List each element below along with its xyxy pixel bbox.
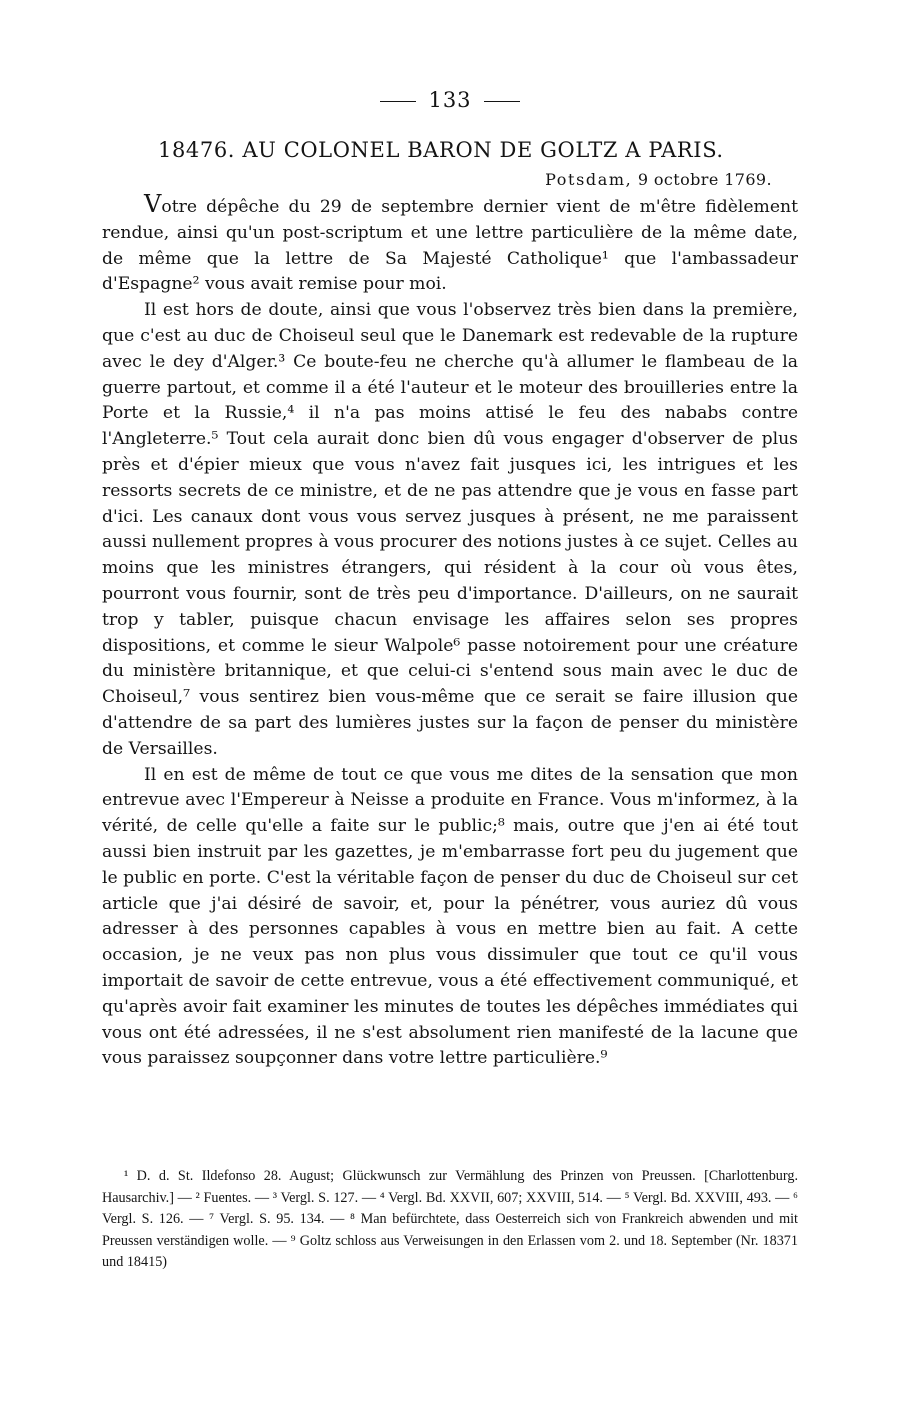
right-dash (484, 101, 520, 102)
letter-title: 18476. AU COLONEL BARON DE GOLTZ A PARIS. (158, 138, 724, 162)
dateline-place: Potsdam, (545, 170, 633, 189)
initial-letter: V (144, 190, 162, 218)
paragraph-2-text: Il est hors de doute, ainsi que vous l'observez très bien dans la première, que c'est au duc de Choiseul seul que le Danemark est redevable de la rupture avec le dey d'Alger.³ Ce boute-feu ne cherche qu'à allumer le flambeau de la guerre partout, et comme il a été l'auteur et le moteur des brouilleries entre la Porte et la Russie,⁴ il n'a pas moins attisé le feu des nababs contre l'Angleterre.⁵ Tout cela aurait donc bien dû vous engager d'observer de plus près et d'épier mieux que vous n'avez fait jusques ici, les intrigues et les ressorts secrets de ce ministre, et de ne pas attendre que je vous en fasse part d'ici. Les canaux dont vous vous servez jusques à présent, ne me paraissent aussi nullement propres à vous procurer des notions justes à ce sujet. Celles au moins que les ministres étrangers, qui résident à la cour où vous êtes, pourront vous fournir, sont de très peu d'importance. D'ailleurs, on ne saurait trop y tabler, puisque chacun envisage les affaires selon ses propres dispositions, et comme le sieur Walpole⁶ passe notoirement pour une créature du ministère britannique, et que celui-ci s'entend sous main avec le duc de Choiseul,⁷ vous sentirez bien vous-même que ce serait se faire illusion que d'attendre de sa part des lumières justes sur la façon de penser du ministère de Versailles. (102, 300, 798, 759)
dateline (545, 170, 772, 189)
paragraph-3 (102, 763, 798, 1073)
dateline-date: 9 octobre 1769. (637, 170, 772, 189)
paragraph-3-text: Il en est de même de tout ce que vous me dites de la sensation que mon entrevue avec l'Empereur à Neisse a produite en France. Vous m'informez, à la vérité, de celle qu'elle a faite sur le public;⁸ mais, outre que j'en ai été tout aussi bien instruit par les gazettes, je m'embarrasse fort peu du jugement que le public en porte. C'est la véritable façon de penser du duc de Choiseul sur cet article que j'ai désiré de savoir, et, pour la pénétrer, vous auriez dû vous adresser à des personnes capables à vous en mettre bien au fait. A cette occasion, je ne veux pas non plus vous dissimuler que tout ce qu'il vous importait de savoir de cette entrevue, vous a été effectivement communiqué, et qu'après avoir fait examiner les minutes de toutes les dépêches immédiates qui vous ont été adressées, il ne s'est absolument rien manifesté de la lacune que vous paraissez soupçonner dans votre lettre particulière.⁹ (102, 764, 798, 1069)
footnotes-text: ¹ D. d. St. Ildefonso 28. August; Glückwunsch zur Vermählung des Prinzen von Preussen. [Charlottenburg. Hausarchiv.] — ² Fuentes. — ³ Vergl. S. 127. — ⁴ Vergl. Bd. XXVII, 607; XXVIII, 514. — ⁵ Vergl. Bd. XXVIII, 493. — ⁶ Vergl. S. 126. — ⁷ Vergl. S. 95. 134. — ⁸ Man befürchtete, dass Oesterreich sich von Frankreich abwenden und mit Preussen verständigen wolle. — ⁹ Goltz schloss aus Verweisungen in den Erlassen vom 2. und 18. September (Nr. 18371 und 18415) (102, 1168, 798, 1271)
paragraph-1-text: otre dépêche du 29 de septembre dernier vient de m'être fidèlement rendue, ainsi qu'un post-scriptum et une lettre particulière de la même date, de même que la lettre de Sa Majesté Catholique¹ que l'ambassadeur d'Espagne² vous avait remise pour moi. (102, 197, 798, 295)
paragraph-1 (102, 192, 798, 298)
footnotes (102, 1166, 798, 1274)
letter-body (102, 192, 798, 1072)
left-dash (380, 101, 416, 102)
page-number: 133 (428, 88, 472, 112)
paragraph-2 (102, 298, 798, 762)
page-number-line (0, 88, 900, 112)
